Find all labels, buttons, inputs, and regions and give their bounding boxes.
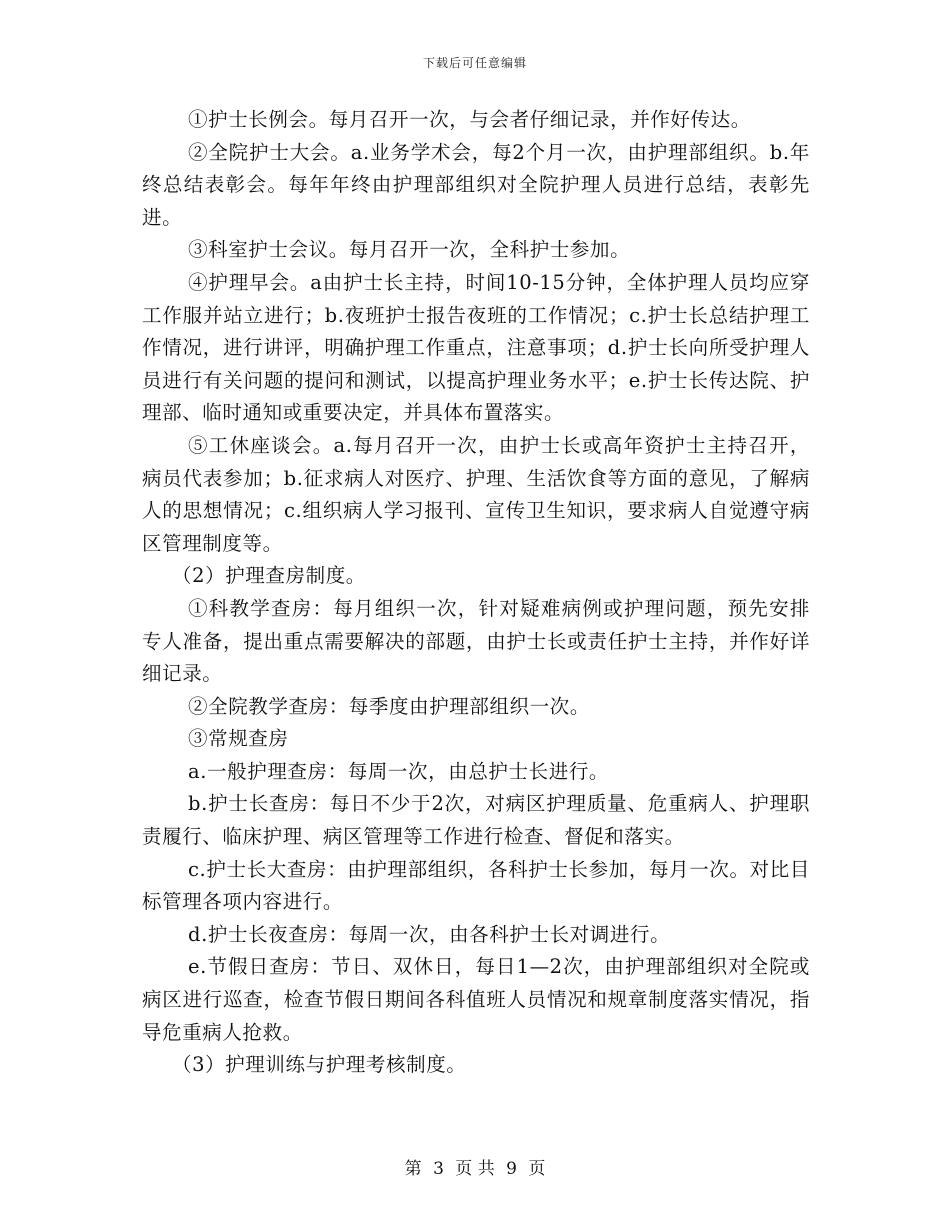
paragraph: ⑤工休座谈会。a.每月召开一次，由护士长或高年资护士主持召开，病员代表参加；b.征求病人对医疗、护理、生活饮食等方面的意见，了解病人的思想情况；c.组织病人学习报刊、宣传卫生知识，要求病人自觉遵守病区管理制度等。 xyxy=(142,433,810,555)
footer-mid: 页 共 xyxy=(455,1159,495,1179)
paragraph: d.护士长夜查房：每周一次，由各科护士长对调进行。 xyxy=(188,922,671,946)
section-heading: （2）护理查房制度。 xyxy=(172,564,366,588)
document-body xyxy=(142,104,810,1082)
current-page-number: 3 xyxy=(433,1159,444,1179)
paragraph: a.一般护理查房：每周一次，由总护士长进行。 xyxy=(188,759,610,783)
paragraph: ①护士长例会。每月召开一次，与会者仔细记录，并作好传达。 xyxy=(188,108,751,131)
paragraph: ①科教学查房：每月组织一次，针对疑难病例或护理问题，预先安排专人准备，提出重点需要解决的部题，由护士长或责任护士主持，并作好详细记录。 xyxy=(142,596,810,686)
total-page-number: 9 xyxy=(506,1159,517,1179)
paragraph: ③科室护士会议。每月召开一次，全科护士参加。 xyxy=(188,238,631,262)
page-footer xyxy=(0,1154,950,1179)
paragraph: b.护士长查房：每日不少于2次，对病区护理质量、危重病人、护理职责履行、临床护理、病区管理等工作进行检查、督促和落实。 xyxy=(142,792,810,849)
paragraph: ④护理早会。a由护士长主持，时间10-15分钟，全体护理人员均应穿工作服并站立进行；b.夜班护士报告夜班的工作情况；c.护士长总结护理工作情况，进行讲评，明确护理工作重点，注意事项；d.护士长向所受护理人员进行有关问题的提问和测试，以提高护理业务水平；e.护士长传达院、护理部、临时通知或重要决定，并具体布置落实。 xyxy=(142,270,810,425)
paragraph: ②全院护士大会。a.业务学术会，每2个月一次，由护理部组织。b.年终总结表彰会。每年年终由护理部组织对全院护理人员进行总结，表彰先进。 xyxy=(142,140,810,229)
paragraph: ③常规查房 xyxy=(188,727,289,751)
paragraph: ②全院教学查房：每季度由护理部组织一次。 xyxy=(188,694,591,718)
footer-prefix: 第 xyxy=(404,1159,422,1179)
paragraph: e.节假日查房：节日、双休日，每日1—2次，由护理部组织对全院或病区进行巡查，检查节假日期间各科值班人员情况和规章制度落实情况，指导危重病人抢救。 xyxy=(142,955,810,1044)
section-heading: （3）护理训练与护理考核制度。 xyxy=(172,1053,467,1077)
paragraph: c.护士长大查房：由护理部组织，各科护士长参加，每月一次。对比目标管理各项内容进行。 xyxy=(142,857,810,914)
footer-suffix: 页 xyxy=(528,1159,546,1179)
page-header: 下载后可任意编辑 xyxy=(422,56,527,70)
